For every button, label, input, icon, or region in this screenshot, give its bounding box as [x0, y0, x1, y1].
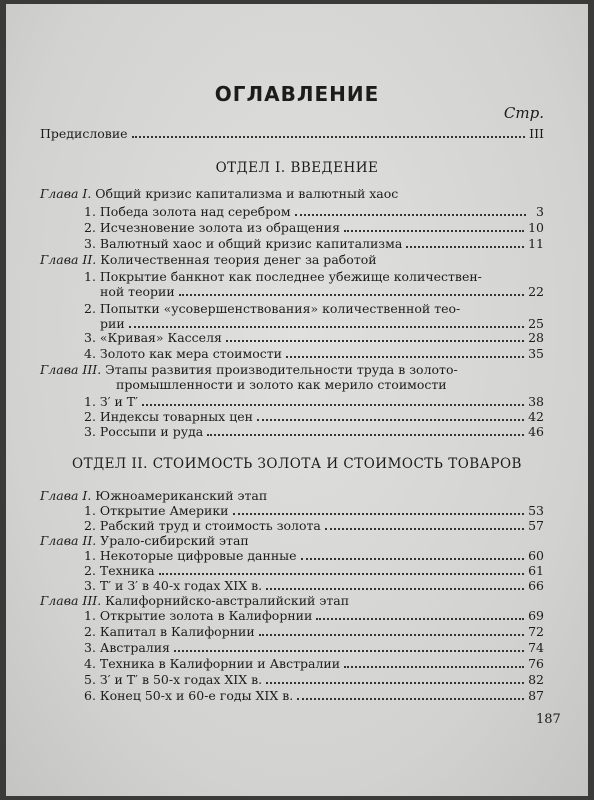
- toc-entry: [84, 624, 544, 639]
- toc-page-number: 35: [528, 346, 544, 361]
- toc-entry: [84, 688, 544, 703]
- toc-entry-label: 2. Капитал в Калифорнии: [84, 624, 255, 639]
- toc-entry-label: 1. Открытие Америки: [84, 503, 229, 518]
- toc-entry-label: 3. Россыпи и руда: [84, 424, 204, 439]
- chapter-heading: [40, 533, 249, 548]
- dot-leader: [159, 573, 524, 575]
- toc-page-number: 28: [528, 330, 544, 345]
- toc-page-number: 60: [528, 548, 544, 563]
- toc-entry: [84, 394, 544, 409]
- toc-entry-label: 2. Индексы товарных цен: [84, 409, 253, 424]
- toc-entry: [84, 204, 544, 219]
- toc-entry: [84, 578, 544, 593]
- toc-entry-label: 1. Открытие золота в Калифорнии: [84, 608, 313, 623]
- toc-entry: [84, 563, 544, 578]
- book-page: [6, 4, 588, 796]
- toc-entry: [84, 330, 544, 345]
- dot-leader: [233, 513, 525, 515]
- toc-entry-label: Предисловие: [40, 126, 128, 141]
- dot-leader: [132, 136, 526, 138]
- chapter-title: Урало-сибирский этап: [100, 533, 249, 548]
- chapter-label: Глава I.: [40, 488, 92, 503]
- toc-page-number: 53: [528, 503, 544, 518]
- toc-entry-label: 4. Золото как мера стоимости: [84, 346, 282, 361]
- dot-leader: [179, 294, 524, 296]
- chapter-heading: [40, 593, 349, 608]
- toc-page-number: 11: [528, 236, 544, 251]
- chapter-label: Глава I.: [40, 186, 92, 201]
- toc-entry: [84, 424, 544, 439]
- toc-entry: [84, 503, 544, 518]
- toc-entry: [100, 284, 544, 299]
- toc-entry-label: 3. «Кривая» Касселя: [84, 330, 222, 345]
- dot-leader: [259, 634, 524, 636]
- toc-entry: [84, 220, 544, 235]
- dot-leader: [257, 419, 524, 421]
- dot-leader: [129, 326, 524, 328]
- dot-leader: [207, 434, 524, 436]
- toc-entry-label: 3. Т′ и З′ в 40-х годах XIX в.: [84, 578, 263, 593]
- dot-leader: [316, 618, 524, 620]
- toc-entry: [84, 656, 544, 671]
- toc-page-number: 74: [528, 640, 544, 655]
- toc-entry-label: ной теории: [100, 284, 175, 299]
- toc-entry-label: 4. Техника в Калифорнии и Австралии: [84, 656, 341, 671]
- toc-page-number: 42: [528, 409, 544, 424]
- chapter-heading: [40, 362, 458, 377]
- chapter-title-line: промышленности и золото как мерило стоимости: [116, 377, 447, 392]
- chapter-label: Глава III.: [40, 593, 102, 608]
- dot-leader: [325, 528, 524, 530]
- toc-entry-label: 5. З′ и Т′ в 50-х годах XIX в.: [84, 672, 263, 687]
- toc-entry: [84, 409, 544, 424]
- toc-page-number: 57: [528, 518, 544, 533]
- chapter-label: Глава II.: [40, 533, 97, 548]
- toc-page-number: 22: [528, 284, 544, 299]
- toc-page-number: 66: [528, 578, 544, 593]
- toc-entry-label: 1. Некоторые цифровые данные: [84, 548, 297, 563]
- toc-entry: [84, 640, 544, 655]
- toc-entry-preface: [40, 126, 544, 141]
- page-title: ОГЛАВЛЕНИЕ: [214, 82, 380, 106]
- dot-leader: [286, 356, 524, 358]
- chapter-label: Глава II.: [40, 252, 97, 267]
- toc-entry-label: 2. Рабский труд и стоимость золота: [84, 518, 321, 533]
- toc-entry: [84, 608, 544, 623]
- chapter-title: Южноамериканский этап: [95, 488, 268, 503]
- toc-page-number: 61: [528, 563, 544, 578]
- chapter-title: Этапы развития производительности труда в золото-: [105, 362, 458, 377]
- dot-leader: [297, 698, 524, 700]
- dot-leader: [174, 650, 524, 652]
- toc-page-number: 3: [536, 204, 544, 219]
- dot-leader: [142, 404, 524, 406]
- toc-entry: [84, 672, 544, 687]
- dot-leader: [301, 558, 525, 560]
- dot-leader: [266, 682, 524, 684]
- toc-page-number: 82: [528, 672, 544, 687]
- section-heading-part1: ОТДЕЛ I. ВВЕДЕНИЕ: [215, 160, 379, 176]
- toc-entry-label: 3. Австралия: [84, 640, 170, 655]
- toc-entry-label: рии: [100, 316, 125, 331]
- toc-entry-label: 6. Конец 50-х и 60-е годы XIX в.: [84, 688, 294, 703]
- section-heading-part2: ОТДЕЛ II. СТОИМОСТЬ ЗОЛОТА И СТОИМОСТЬ ТОВАРОВ: [72, 456, 522, 472]
- chapter-heading: [40, 252, 377, 267]
- toc-page-number: 38: [528, 394, 544, 409]
- toc-page-number: 46: [528, 424, 544, 439]
- toc-entry: [84, 548, 544, 563]
- chapter-title: Количественная теория денег за работой: [100, 252, 377, 267]
- page-number-footer: 187: [536, 712, 561, 727]
- toc-entry: [84, 346, 544, 361]
- toc-page-number: III: [529, 126, 544, 141]
- toc-entry-label: 1. Победа золота над серебром: [84, 204, 291, 219]
- dot-leader: [406, 246, 524, 248]
- chapter-label: Глава III.: [40, 362, 102, 377]
- toc-entry: [100, 316, 544, 331]
- toc-page-number: 87: [528, 688, 544, 703]
- dot-leader: [295, 214, 526, 216]
- toc-entry-line: 2. Попытки «усовершенствования» количественной тео-: [84, 301, 461, 316]
- toc-page-number: 10: [528, 220, 544, 235]
- dot-leader: [344, 230, 524, 232]
- toc-entry-label: 1. З′ и Т′: [84, 394, 138, 409]
- toc-entry-label: 2. Техника: [84, 563, 155, 578]
- toc-page-number: 69: [528, 608, 544, 623]
- toc-entry-label: 3. Валютный хаос и общий кризис капитализма: [84, 236, 403, 251]
- dot-leader: [226, 340, 524, 342]
- toc-page-number: 25: [528, 316, 544, 331]
- chapter-heading: [40, 186, 398, 201]
- pages-column-label: Стр.: [503, 104, 544, 122]
- chapter-title: Общий кризис капитализма и валютный хаос: [95, 186, 399, 201]
- dot-leader: [266, 588, 524, 590]
- toc-page-number: 72: [528, 624, 544, 639]
- chapter-title: Калифорнийско-австралийский этап: [105, 593, 350, 608]
- toc-entry: [84, 236, 544, 251]
- chapter-heading: [40, 488, 267, 503]
- toc-entry-label: 2. Исчезновение золота из обращения: [84, 220, 340, 235]
- toc-page-number: 76: [528, 656, 544, 671]
- toc-entry-line: 1. Покрытие банкнот как последнее убежище количествен-: [84, 269, 482, 284]
- toc-entry: [84, 518, 544, 533]
- dot-leader: [344, 666, 524, 668]
